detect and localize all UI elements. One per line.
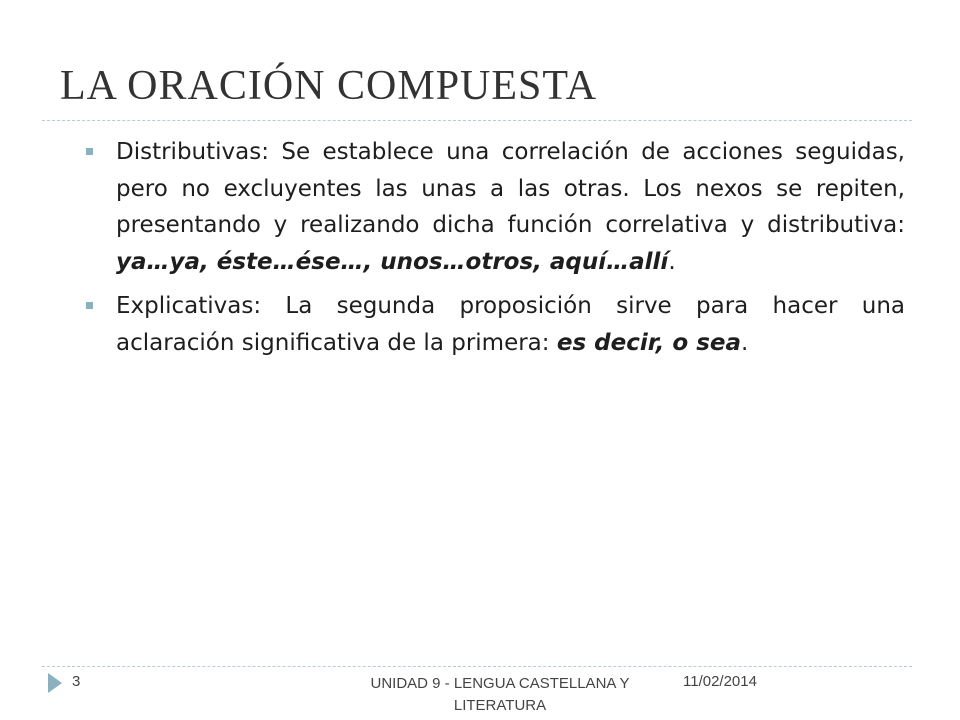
bullet-text: Explicativas: La segunda proposición sirve para hacer una aclaración significativa de la primera: [116,293,905,356]
footer-date: 11/02/2014 [683,673,757,690]
footer-course-line1: UNIDAD 9 - LENGUA CASTELLANA Y [370,675,630,692]
bullet-item-explicativas [80,288,905,361]
square-bullet-icon [86,148,93,155]
bullet-tail: . [741,329,749,356]
bullet-list [80,134,905,369]
bullet-tail: . [668,248,676,275]
footer-course-title [330,673,670,717]
footer-divider [42,666,912,667]
slide-title: LA ORACIÓN COMPUESTA [60,63,598,109]
title-divider [42,120,912,121]
triangle-right-icon [48,673,62,693]
bullet-emphasis: ya…ya, éste…ése…, unos…otros, aquí…allí [116,248,669,275]
footer-course-line2: LITERATURA [453,697,547,714]
page-number: 3 [72,673,81,690]
bullet-emphasis: es decir, o sea [556,329,742,356]
bullet-text: Distributivas: Se establece una correlación de acciones seguidas, pero no excluyentes las unas a las otras. Los nexos se repiten, presentando y realizando dicha función correlativa y distributiva: [116,139,905,238]
bullet-item-distributivas [80,134,905,280]
square-bullet-icon [86,302,93,309]
